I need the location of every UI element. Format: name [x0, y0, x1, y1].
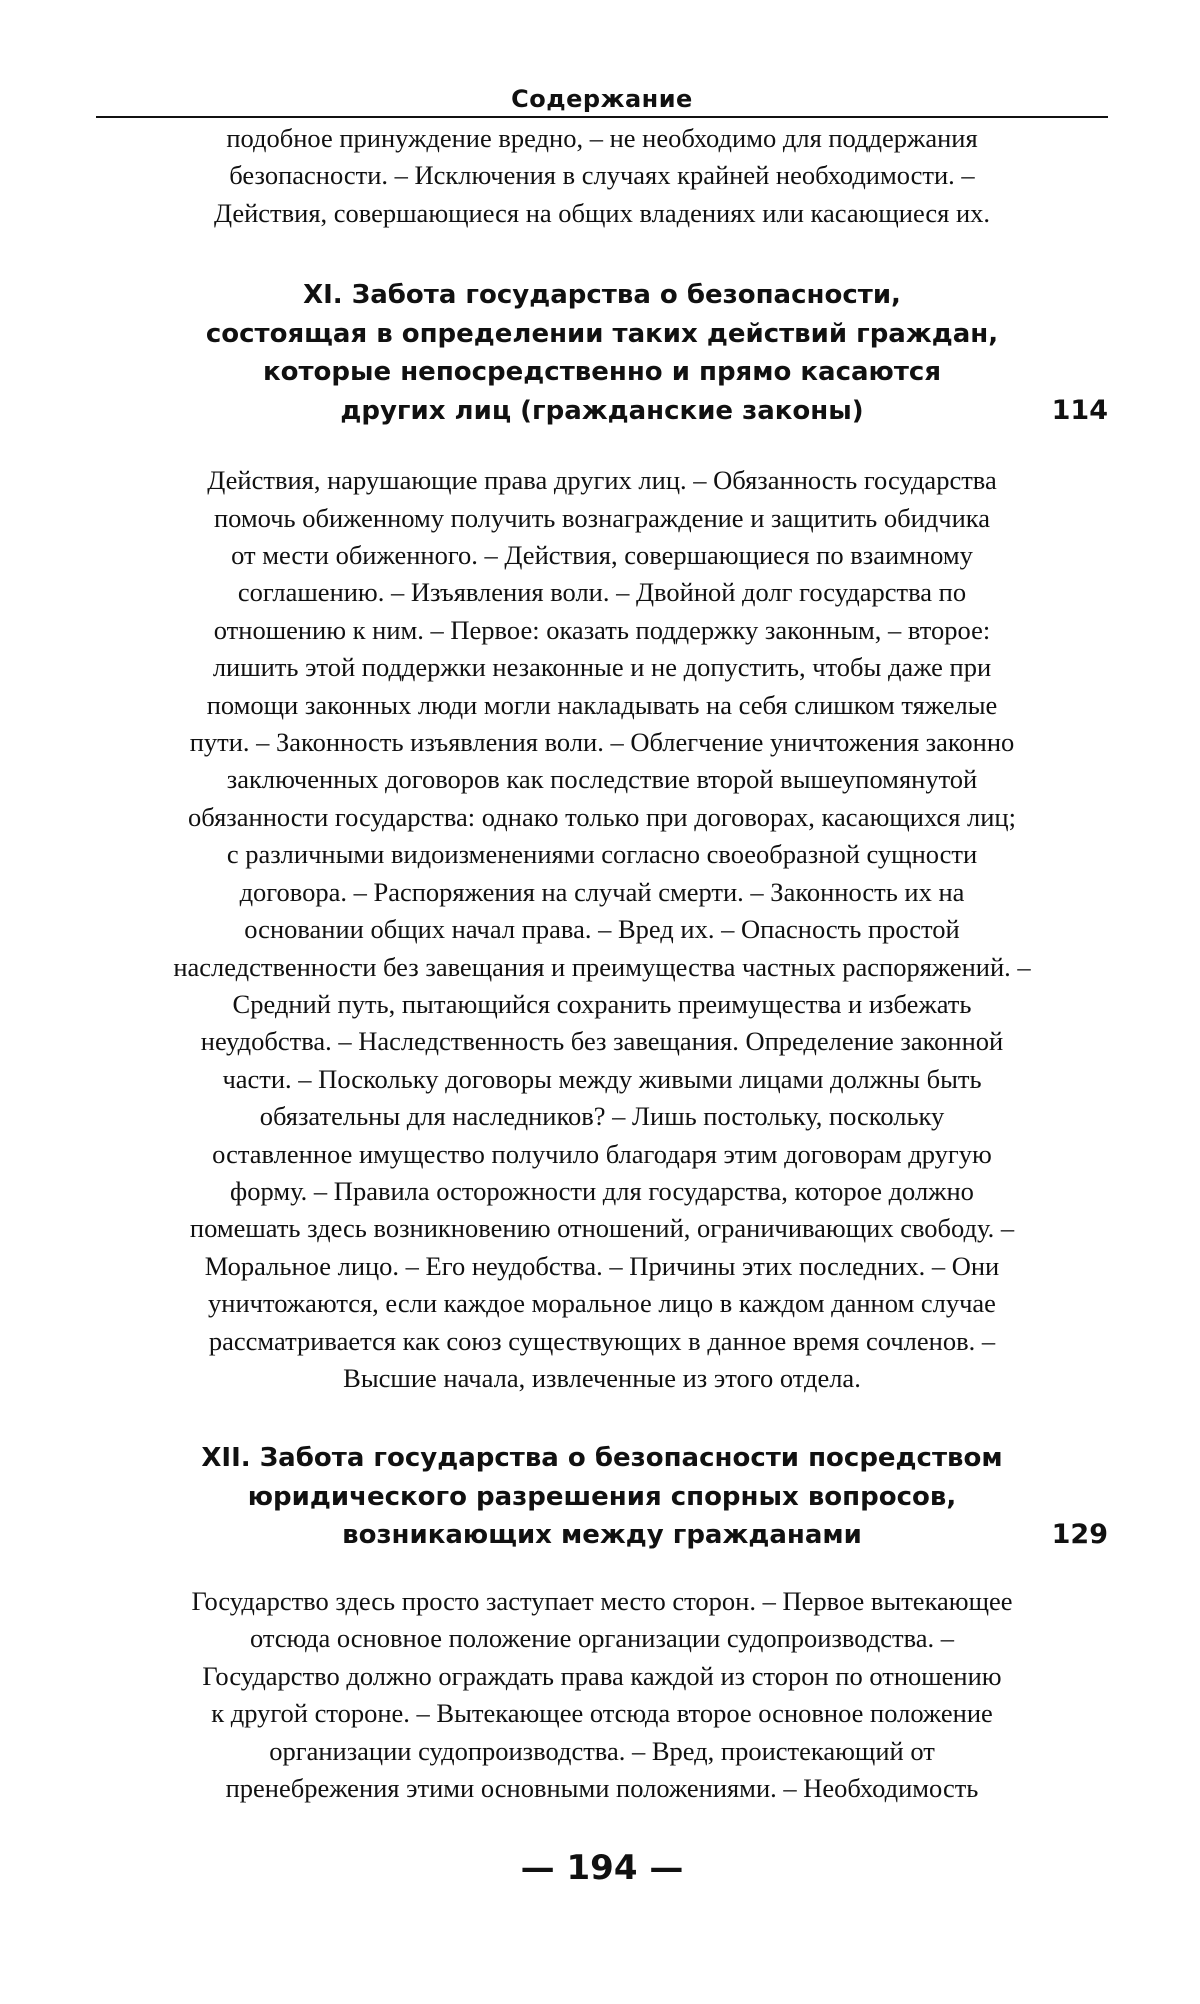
section-11-title: [96, 276, 1108, 430]
text-line: наследственности без завещания и преимущества частных распоряжений. –: [173, 951, 1031, 982]
text-line: Государство здесь просто заступает место сторон. – Первое вытекающее: [191, 1585, 1013, 1616]
text-line: Моральное лицо. – Его неудобства. – Причины этих последних. – Они: [204, 1250, 1000, 1281]
text-line: отношению к ним. – Первое: оказать поддержку законным, – второе:: [213, 614, 991, 645]
text-line: пренебрежения этими основными положениями. – Необходимость: [225, 1772, 979, 1803]
section-11-page-number: 114: [1051, 394, 1108, 426]
section-12-title: [96, 1439, 1108, 1555]
title-line: возникающих между гражданами: [342, 1520, 862, 1551]
page: [96, 84, 1108, 1807]
text-line: Государство должно ограждать права каждой из сторон по отношению: [202, 1660, 1002, 1691]
text-line: с различными видоизменениями согласно своеобразной сущности: [226, 839, 978, 870]
text-line: заключенных договоров как последствие второй вышеупомянутой: [226, 764, 978, 795]
text-line: помочь обиженному получить вознаграждение и защитить обидчика: [213, 502, 991, 533]
text-line: лишить этой поддержки незаконные и не допустить, чтобы даже при: [212, 652, 992, 683]
text-line: соглашению. – Изъявления воли. – Двойной долг государства по: [237, 577, 967, 608]
text-line: обязанности государства: однако только при договорах, касающихся лиц;: [188, 801, 1016, 832]
text-line: отсюда основное положение организации судопроизводства. –: [249, 1623, 955, 1654]
text-line: помощи законных люди могли накладывать на себя слишком тяжелые: [206, 689, 998, 720]
text-line: к другой стороне. – Вытекающее отсюда второе основное положение: [211, 1698, 993, 1729]
text-line: помешать здесь возникновению отношений, ограничивающих свободу. –: [189, 1213, 1015, 1244]
title-line: юридического разрешения спорных вопросов,: [247, 1481, 957, 1512]
title-line: XII. Забота государства о безопасности посредством: [201, 1443, 1003, 1474]
title-line: XI. Забота государства о безопасности,: [303, 280, 901, 311]
text-line: Действия, нарушающие права других лиц. – Обязанность государства: [207, 465, 997, 496]
title-line: других лиц (гражданские законы): [340, 395, 864, 426]
running-head: Содержание: [511, 85, 693, 113]
text-line: договора. – Распоряжения на случай смерти. – Законность их на: [239, 876, 965, 907]
text-line: оставленное имущество получило благодаря этим договорам другую: [212, 1138, 992, 1169]
title-line: состоящая в определении таких действий граждан,: [205, 318, 999, 349]
text-line: форму. – Правила осторожности для государства, которое должно: [230, 1175, 974, 1206]
intro-paragraph: [96, 120, 1108, 232]
text-line: Действия, совершающиеся на общих владениях или касающиеся их.: [213, 197, 991, 228]
page-folio: — 194 —: [520, 1848, 684, 1888]
section-11-heading: [96, 276, 1108, 430]
text-line: обязательны для наследников? – Лишь постольку, поскольку: [259, 1101, 945, 1132]
text-line: от мести обиженного. – Действия, совершающиеся по взаимному: [231, 540, 973, 571]
section-11-summary: [96, 462, 1108, 1397]
header-rule: [96, 116, 1108, 118]
text-line: подобное принуждение вредно, – не необходимо для поддержания: [226, 123, 978, 153]
text-line: неудобства. – Наследственность без завещания. Определение законной: [200, 1026, 1004, 1057]
text-line: Средний путь, пытающийся сохранить преимущества и избежать: [232, 988, 972, 1019]
section-12-summary: [96, 1583, 1108, 1807]
text-line: пути. – Законность изъявления воли. – Облегчение уничтожения законно: [189, 727, 1015, 758]
title-line: которые непосредственно и прямо касаются: [262, 357, 942, 388]
text-line: безопасности. – Исключения в случаях крайней необходимости. –: [229, 160, 975, 191]
section-12-page-number: 129: [1051, 1519, 1108, 1551]
text-line: Высшие начала, извлеченные из этого отдела.: [343, 1362, 861, 1393]
text-line: организации судопроизводства. – Вред, проистекающий от: [269, 1735, 935, 1766]
text-line: основании общих начал права. – Вред их. – Опасность простой: [244, 914, 960, 945]
section-12-heading: [96, 1439, 1108, 1555]
text-line: уничтожаются, если каждое моральное лицо в каждом данном случае: [208, 1288, 996, 1319]
text-line: части. – Поскольку договоры между живыми лицами должны быть: [222, 1063, 982, 1094]
text-line: рассматривается как союз существующих в данное время сочленов. –: [208, 1325, 996, 1356]
